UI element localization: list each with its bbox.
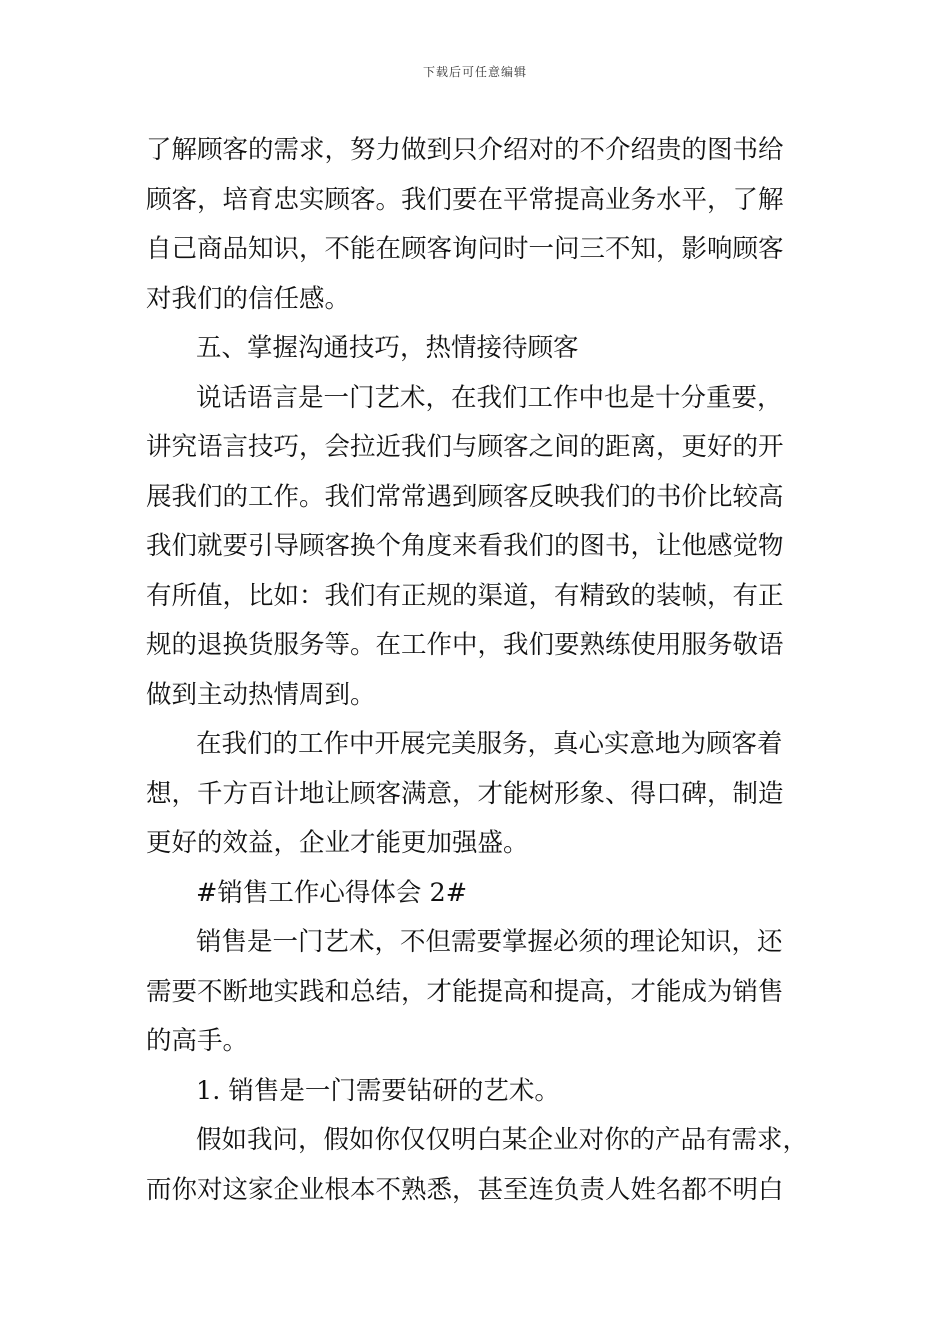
text-line: 对我们的信任感。	[146, 283, 351, 314]
page-header: 下载后可任意编辑	[422, 65, 527, 79]
text-line: 假如我问，假如你仅仅明白某企业对你的产品有需求，	[196, 1125, 809, 1155]
section-heading: 1. 销售是一门需要钻研的艺术。	[196, 1075, 560, 1106]
text-line: 自己商品知识，不能在顾客询问时一问三不知，影响顾客	[146, 234, 784, 264]
text-line: 在我们的工作中开展完美服务，真心实意地为顾客着	[196, 729, 783, 759]
text-line: 做到主动热情周到。	[146, 679, 376, 710]
text-line: 更好的效益，企业才能更加强盛。	[146, 828, 529, 858]
text-line: 顾客，培育忠实顾客。我们要在平常提高业务水平，了解	[146, 184, 784, 215]
text-line: 了解顾客的需求，努力做到只介绍对的不介绍贵的图书给	[146, 135, 784, 165]
text-line: 销售是一门艺术，不但需要掌握必须的理论知识，还	[196, 927, 783, 957]
section-heading: #销售工作心得体会 2#	[196, 877, 468, 908]
text-line: 需要不断地实践和总结，才能提高和提高，才能成为销售	[146, 976, 784, 1007]
text-line: 的高手。	[146, 1026, 249, 1056]
text-line: 讲究语言技巧，会拉近我们与顾客之间的距离，更好的开	[146, 432, 784, 462]
text-line: 想，千方百计地让顾客满意，才能树形象、得口碑，制造	[146, 778, 784, 809]
document-body	[146, 126, 812, 1215]
text-line: 我们就要引导顾客换个角度来看我们的图书，让他感觉物	[146, 531, 784, 561]
section-heading: 五、掌握沟通技巧，热情接待顾客	[196, 333, 579, 363]
text-line: 而你对这家企业根本不熟悉，甚至连负责人姓名都不明白	[146, 1174, 784, 1205]
text-line: 规的退换货服务等。在工作中，我们要熟练使用服务敬语	[146, 630, 784, 660]
text-line: 说话语言是一门艺术，在我们工作中也是十分重要，	[196, 382, 783, 413]
text-line: 有所值，比如：我们有正规的渠道，有精致的装帧，有正	[146, 580, 784, 611]
text-line: 展我们的工作。我们常常遇到顾客反映我们的书价比较高	[146, 481, 784, 512]
